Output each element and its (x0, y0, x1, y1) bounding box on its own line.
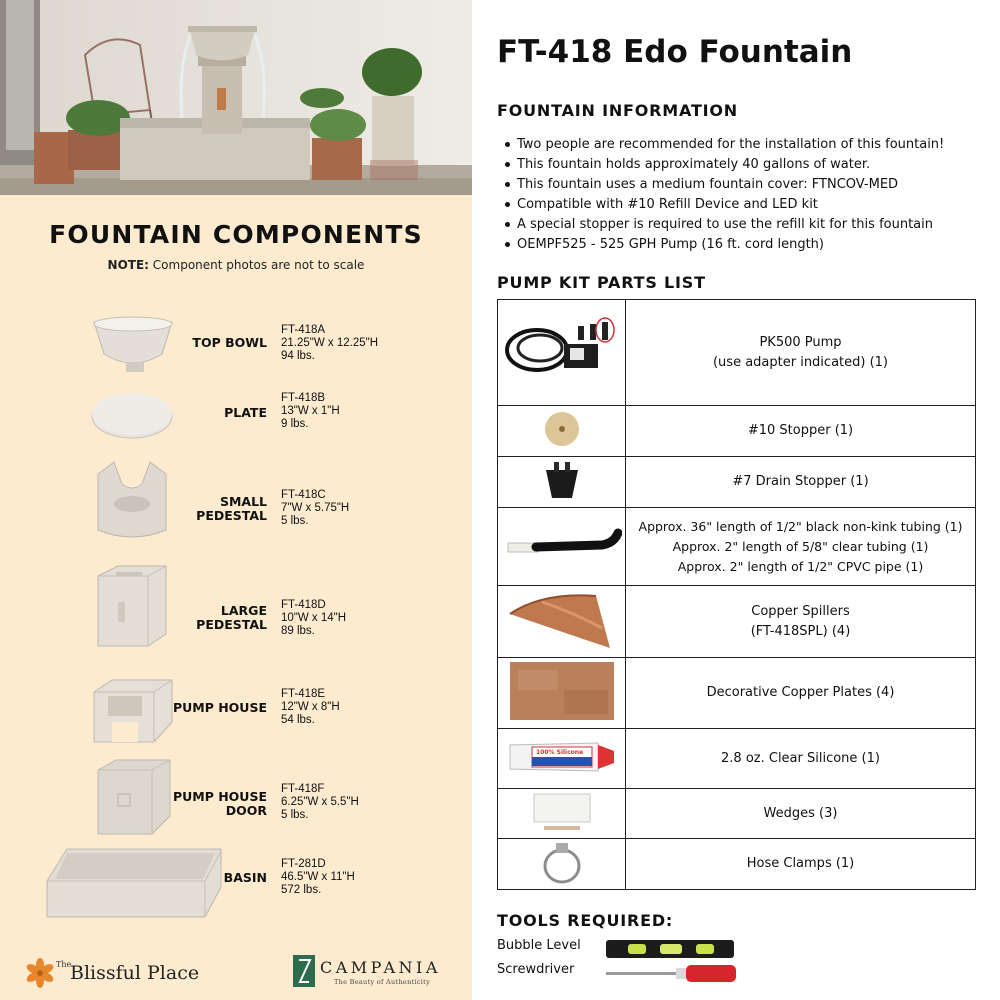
component-plate (0, 385, 472, 445)
note-label: NOTE: (107, 258, 149, 272)
pump-house-icon (92, 676, 174, 746)
basin-icon (45, 847, 223, 919)
pump-icon (502, 308, 622, 394)
logo-blissful-place: Blissful Place (70, 962, 200, 984)
component-name: PLATE (224, 405, 267, 420)
list-item: OEMPF525 - 525 GPH Pump (16 ft. cord length) (505, 235, 995, 255)
components-heading: FOUNTAIN COMPONENTS (49, 220, 423, 249)
table-row (498, 658, 976, 729)
component-specs (281, 599, 346, 638)
component-dims: 7"W x 5.75"H (281, 502, 350, 514)
component-weight: 5 lbs. (281, 515, 309, 527)
part-description: 2.8 oz. Clear Silicone (1) (626, 729, 976, 789)
component-dims: 21.25"W x 12.25"H (281, 337, 379, 349)
wedge-icon (522, 790, 602, 834)
component-weight: 54 lbs. (281, 714, 315, 726)
logo-the: The (56, 960, 72, 969)
component-specs (281, 392, 340, 431)
part-image-cell (498, 658, 626, 729)
large-pedestal-icon (92, 562, 172, 648)
fountain-info-list (505, 135, 995, 255)
fountain-info-heading: FOUNTAIN INFORMATION (497, 101, 738, 120)
note-text: Component photos are not to scale (148, 258, 365, 272)
component-weight: 89 lbs. (281, 625, 315, 637)
part-image-cell (498, 508, 626, 586)
component-small-pedestal (0, 452, 472, 544)
component-top-bowl (0, 308, 472, 380)
pump-kit-heading: PUMP KIT PARTS LIST (497, 273, 706, 292)
part-image-cell (498, 406, 626, 457)
part-image-cell (498, 729, 626, 789)
plate-icon (90, 388, 176, 440)
drain-stopper-icon (532, 458, 592, 502)
part-description: #7 Drain Stopper (1) (626, 457, 976, 508)
component-weight: 5 lbs. (281, 809, 309, 821)
component-pump-house (0, 674, 472, 746)
component-basin (0, 845, 472, 920)
component-sku: FT-418A (281, 324, 326, 336)
component-large-pedestal (0, 560, 472, 650)
part-description: Hose Clamps (1) (626, 839, 976, 890)
table-row (498, 729, 976, 789)
part-description: Wedges (3) (626, 789, 976, 839)
part-image-cell (498, 586, 626, 658)
copper-plate-icon (508, 660, 616, 722)
part-image-cell (498, 789, 626, 839)
component-specs (281, 858, 355, 897)
table-row (498, 406, 976, 457)
component-sku: FT-418C (281, 489, 326, 501)
bubble-level-icon (604, 937, 738, 961)
component-dims: 12"W x 8"H (281, 701, 340, 713)
logo-tagline: The Beauty of Authenticity (334, 978, 431, 986)
flower-icon (25, 958, 55, 988)
copper-spiller-icon (502, 588, 622, 652)
components-panel (0, 0, 472, 1000)
fountain-hero-photo (0, 0, 472, 195)
component-weight: 572 lbs. (281, 884, 322, 896)
component-name: TOP BOWL (192, 335, 267, 350)
table-row (498, 508, 976, 586)
table-row (498, 839, 976, 890)
part-description: Decorative Copper Plates (4) (626, 658, 976, 729)
tool-label-screwdriver: Screwdriver (497, 962, 575, 977)
tube-label: 100% Silicone (535, 748, 583, 756)
part-description: Approx. 36" length of 1/2" black non-kink tubing (1) Approx. 2" length of 5/8" clear tubing (1) Approx. 2" length of 1/2" CPVC pipe (1) (626, 508, 976, 586)
part-description: PK500 Pump (use adapter indicated) (1) (626, 300, 976, 406)
pump-kit-table (497, 299, 976, 890)
campania-logo (292, 954, 462, 992)
small-pedestal-icon (92, 454, 172, 542)
component-sku: FT-418B (281, 392, 326, 404)
blissful-place-logo (25, 958, 225, 992)
component-sku: FT-281D (281, 858, 326, 870)
part-description: Copper Spillers (FT-418SPL) (4) (626, 586, 976, 658)
part-image-cell (498, 839, 626, 890)
stopper-icon (532, 409, 592, 449)
list-item: A special stopper is required to use the refill kit for this fountain (505, 215, 995, 235)
list-item: This fountain uses a medium fountain cover: FTNCOV-MED (505, 175, 995, 195)
part-image-cell (498, 457, 626, 508)
component-name: LARGE PEDESTAL (196, 603, 267, 632)
component-sku: FT-418F (281, 783, 325, 795)
silicone-icon (502, 735, 622, 779)
component-sku: FT-418D (281, 599, 326, 611)
part-description: #10 Stopper (1) (626, 406, 976, 457)
tools-heading: TOOLS REQUIRED: (497, 911, 674, 930)
tool-label-bubble-level: Bubble Level (497, 938, 581, 953)
component-specs (281, 324, 378, 363)
logo-campania: CAMPANIA (320, 958, 441, 977)
component-dims: 6.25"W x 5.5"H (281, 796, 359, 808)
table-row (498, 586, 976, 658)
list-item: This fountain holds approximately 40 gallons of water. (505, 155, 995, 175)
pump-house-door-icon (94, 758, 174, 836)
component-name: PUMP HOUSE (172, 700, 267, 715)
top-bowl-icon (90, 312, 176, 374)
table-row (498, 300, 976, 406)
component-weight: 9 lbs. (281, 418, 309, 430)
component-specs (281, 783, 359, 822)
component-sku: FT-418E (281, 688, 326, 700)
component-name: PUMP HOUSE DOOR (172, 789, 267, 818)
component-pump-house-door (0, 756, 472, 836)
table-row (498, 457, 976, 508)
campania-mark-icon (292, 954, 316, 988)
hose-clamp-icon (532, 839, 592, 885)
component-dims: 10"W x 14"H (281, 612, 347, 624)
tubing-icon (502, 525, 622, 565)
part-image-cell (498, 300, 626, 406)
table-row (498, 789, 976, 839)
component-weight: 94 lbs. (281, 350, 315, 362)
component-name: BASIN (223, 870, 267, 885)
list-item: Two people are recommended for the installation of this fountain! (505, 135, 995, 155)
components-note (0, 258, 472, 272)
screwdriver-icon (604, 962, 738, 984)
list-item: Compatible with #10 Refill Device and LED kit (505, 195, 995, 215)
component-specs (281, 489, 349, 528)
component-dims: 13"W x 1"H (281, 405, 340, 417)
component-dims: 46.5"W x 11"H (281, 871, 355, 883)
product-title: FT-418 Edo Fountain (497, 34, 853, 70)
component-name: SMALL PEDESTAL (196, 494, 267, 523)
component-specs (281, 688, 340, 727)
